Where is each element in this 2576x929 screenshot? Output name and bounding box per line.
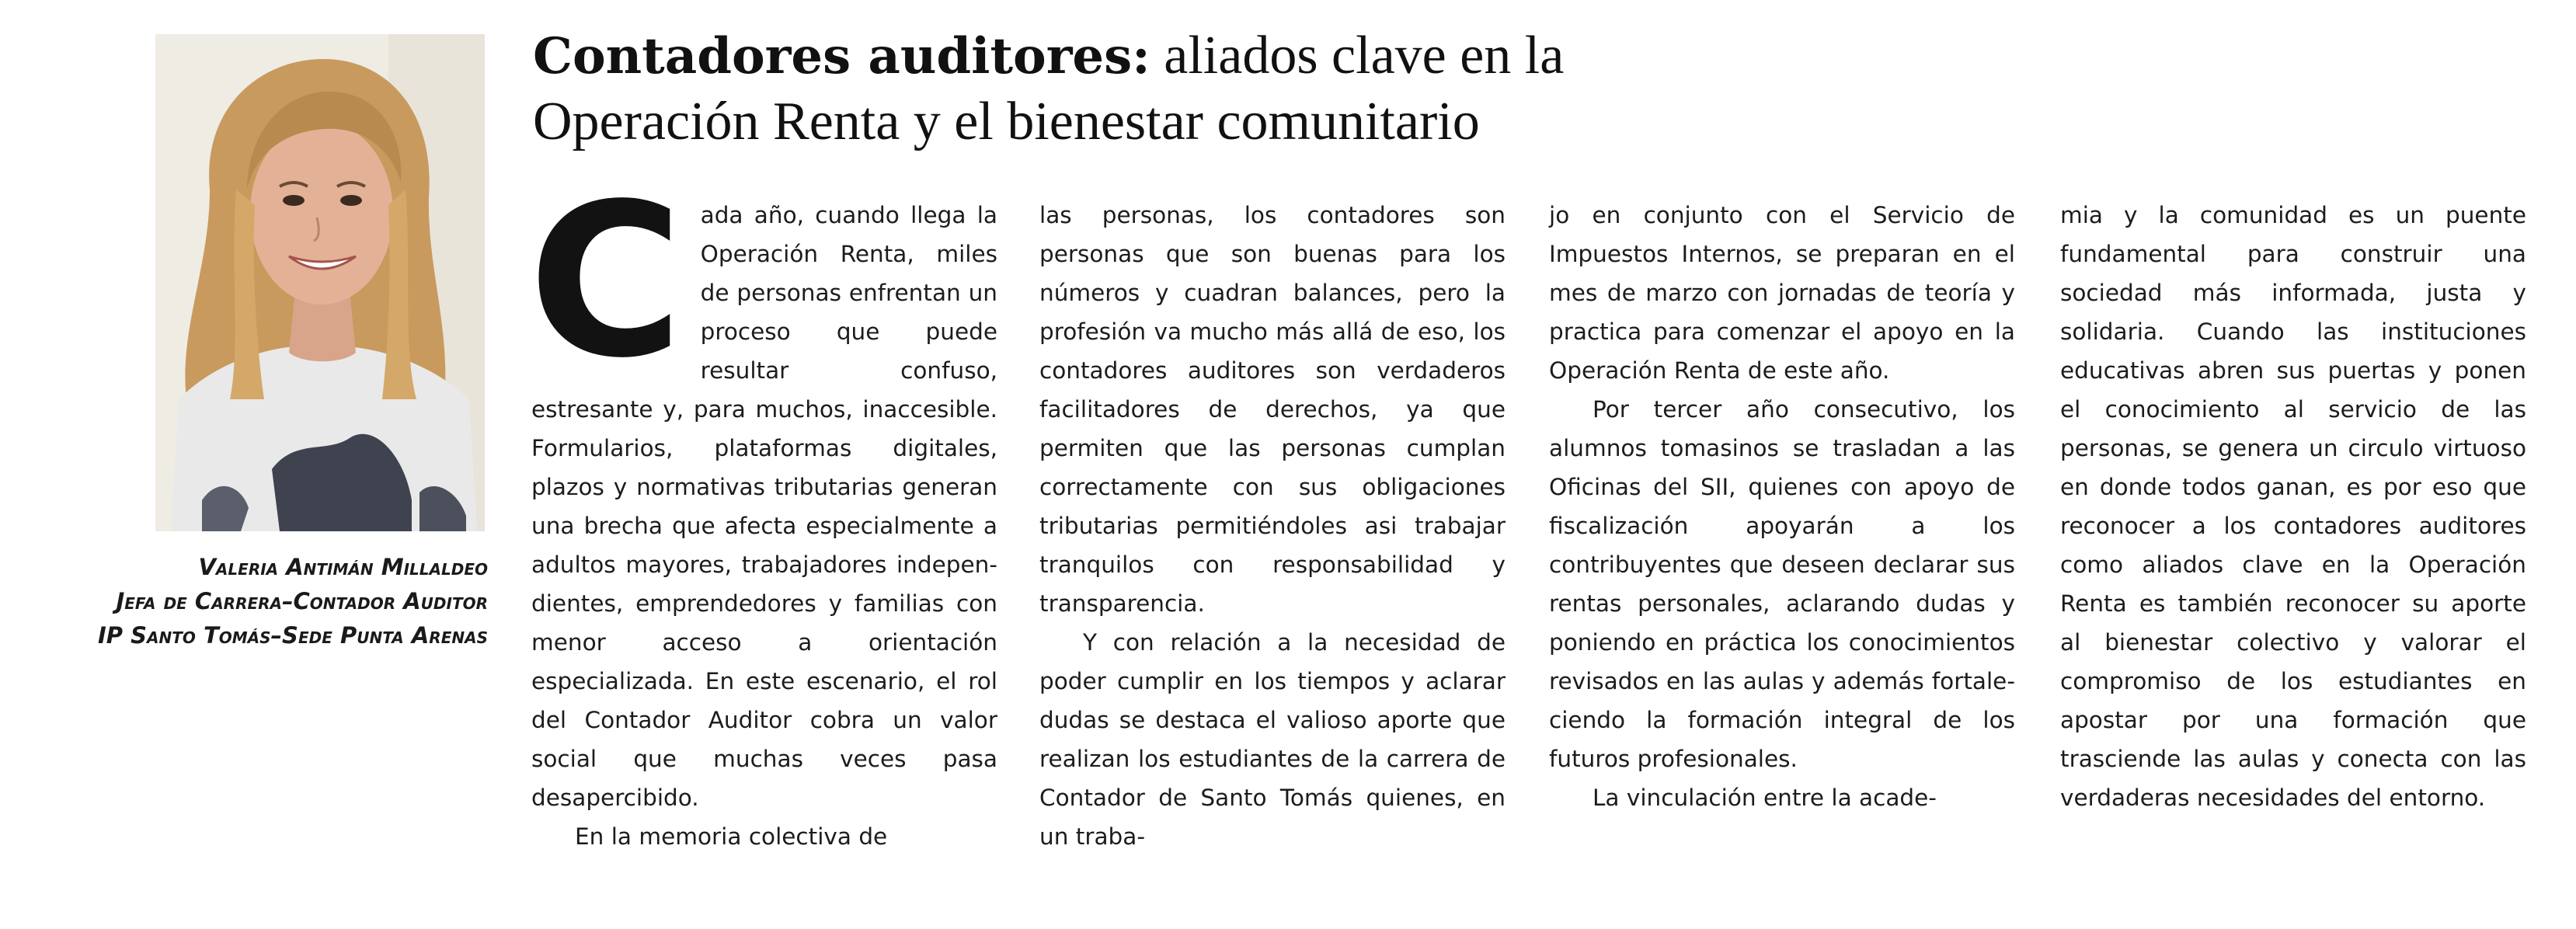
paragraph: En la memoria colectiva de — [575, 823, 888, 850]
author-photo — [155, 34, 485, 531]
article-column-2 — [1039, 196, 1506, 856]
article-column-3 — [1549, 196, 2015, 817]
paragraph: Y con relación a la necesidad de poder cumplir en los tiempos y aclarar dudas se destaca el valioso aporte que realizan los estudiantes de la carrera de Contador de Santo Tomás quienes, en un traba- — [1039, 629, 1506, 850]
author-caption — [16, 550, 488, 652]
headline-rest: aliados clave en la Operación Renta y el bienestar comunitario — [533, 26, 1565, 151]
paragraph: ada año, cuando llega la Operación Renta, miles de personas enfrentan un proceso que puede resultar confuso, estresante y, para muchos, inaccesible. Formularios, plataformas digitales, plazos y normativas tributarias generan una brecha que afecta especialmente a adultos mayores, trabajadores independientes, emprendedores y familias con menor acceso a orientación especializada. En este escenario, el rol del Contador Auditor cobra un valor social que muchas veces pasa desapercibido. — [531, 202, 997, 811]
paragraph: las personas, los contadores son personas que son buenas para los números y cuadran balances, pero la profesión va mucho más allá de eso, los contadores auditores son verdaderos facilitadores de derechos, ya que permiten que las personas cumplan correctamente con sus obligaciones tributarias permitiéndoles asi trabajar tranquilos con responsabilidad y transparencia. — [1039, 202, 1506, 617]
article-column-4 — [2060, 196, 2526, 817]
paragraph: Por tercer año consecutivo, los alumnos tomasinos se trasladan a las Oficinas del SII, quienes con apoyo de fiscalización apoyarán a los contribuyentes que deseen declarar sus rentas personales, aclarando dudas y poniendo en práctica los conocimientos revisados en las aulas y además fortaleciendo la formación integral de los futuros profesionales. — [1549, 396, 2015, 772]
paragraph: jo en conjunto con el Servicio de Impuestos Internos, se preparan en el mes de marzo con jornadas de teoría y practica para comenzar el apoyo en la Operación Renta de este año. — [1549, 202, 2015, 384]
portrait-photo-icon — [155, 34, 485, 531]
author-name: Valeria Antimán Millaldeo — [198, 554, 488, 580]
paragraph: mia y la comunidad es un puente fundamental para construir una sociedad más informada, justa y solidaria. Cuando las instituciones educativas abren sus puertas y ponen el conocimiento al servicio de las personas, se genera un circulo virtuoso en donde todos ganan, es por eso que reconocer a los contadores auditores como aliados clave en la Operación Renta es también reconocer su aporte al bienestar colectivo y valorar el compromiso de los estudiantes en apostar por una formación que trasciende las aulas y conecta con las verdaderas necesidades del entorno. — [2060, 202, 2526, 811]
author-role: Jefa de Carrera–Contador Auditor — [116, 588, 488, 614]
paragraph: La vinculación entre la acade- — [1593, 785, 1937, 811]
headline-bold: Contadores auditores: — [533, 27, 1150, 85]
drop-cap: C — [528, 159, 684, 405]
headline — [533, 23, 1683, 155]
author-institution: IP Santo Tomás–Sede Punta Arenas — [98, 622, 488, 649]
article-column-1 — [528, 159, 997, 856]
